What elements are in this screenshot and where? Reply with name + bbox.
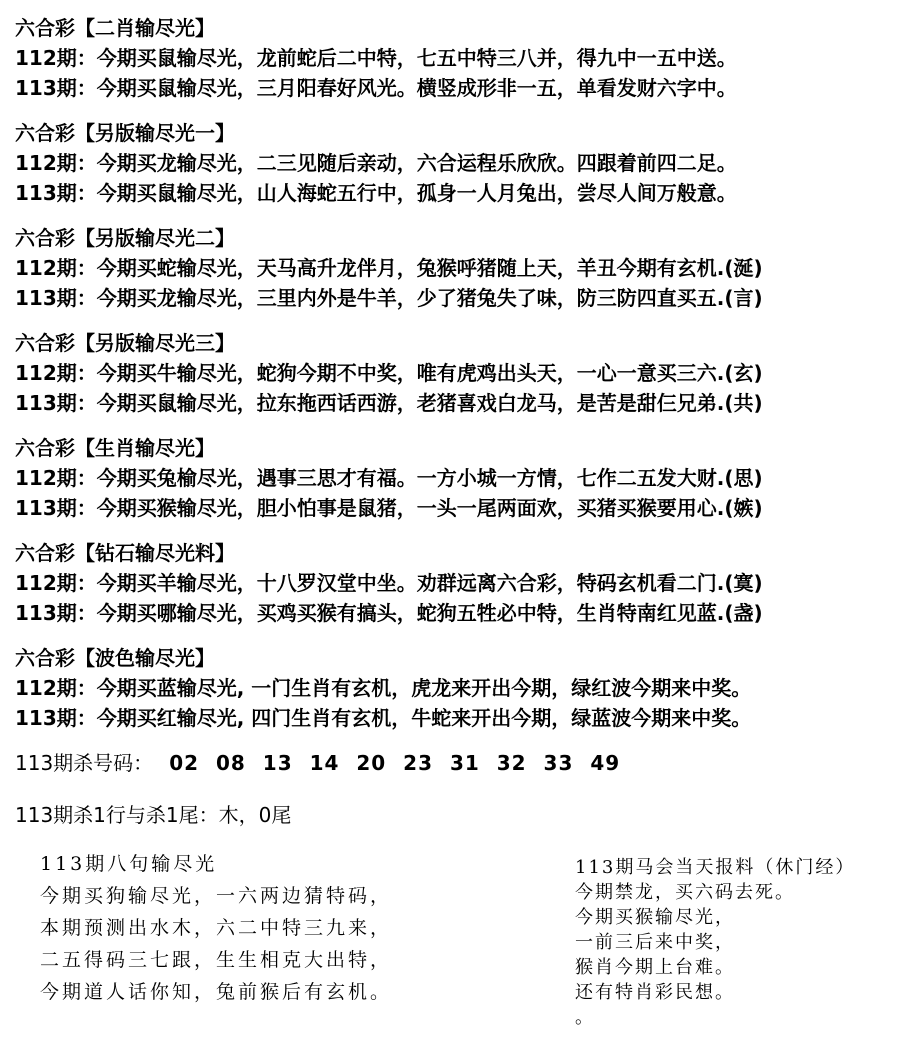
section-alt-version-2	[15, 223, 900, 313]
section-two-zodiac	[15, 13, 900, 103]
period-113-line: 113期：今期买鼠输尽光，拉东拖西话西游，老猪喜戏白龙马，是苦是甜仨兄弟.(共)	[15, 391, 763, 415]
period-113-line: 113期：今期买红输尽光, 四门生肖有玄机，牛蛇来开出今期，绿蓝波今期来中奖。	[15, 706, 752, 730]
period-112-line: 112期：今期买蛇输尽光，天马高升龙伴月，兔猴呼猪随上天，羊丑今期有玄机.(涎)	[15, 256, 763, 280]
period-112-line: 112期：今期买羊输尽光，十八罗汉堂中坐。劝群远离六合彩，特码玄机看二门.(寞)	[15, 571, 763, 595]
section-alt-version-3	[15, 328, 900, 418]
section-title: 六合彩【另版输尽光三】	[15, 331, 235, 355]
bottom-section	[15, 848, 900, 1038]
daily-report-line: 猴肖今期上台难。	[575, 957, 735, 978]
daily-report-line: 今期买猴输尽光，	[575, 907, 735, 928]
daily-report-line: 还有特肖彩民想。	[575, 982, 735, 1003]
eight-lines-line: 今期道人话你知，兔前猴后有玄机。	[40, 981, 393, 1003]
eight-lines-title: 113期八句输尽光	[40, 853, 218, 875]
eight-lines-line: 本期预测出水木，六二中特三九来，	[40, 917, 393, 939]
period-113-line: 113期：今期买鼠输尽光，三月阳春好风光。横竖成形非一五，单看发财六字中。	[15, 76, 737, 100]
kill-row-tail-line: 113期杀1行与杀1尾：木，0尾	[15, 803, 292, 827]
period-112-line: 112期：今期买兔榆尽光，遇事三思才有福。一方小城一方情，七作二五发大财.(思)	[15, 466, 763, 490]
section-title: 六合彩【生肖输尽光】	[15, 436, 215, 460]
kill-numbers-line	[15, 748, 900, 778]
section-wave-color	[15, 643, 900, 733]
section-title: 六合彩【波色输尽光】	[15, 646, 215, 670]
section-title: 六合彩【钻石输尽光料】	[15, 541, 235, 565]
section-alt-version-1	[15, 118, 900, 208]
section-title: 六合彩【二肖输尽光】	[15, 16, 215, 40]
daily-report-line: 今期禁龙，买六码去死。	[575, 882, 795, 903]
kill-numbers-values: 02 08 13 14 20 23 31 32 33 49	[169, 751, 621, 775]
period-112-line: 112期：今期买鼠输尽光，龙前蛇后二中特，七五中特三八并，得九中一五中送。	[15, 46, 737, 70]
daily-report-block	[575, 855, 855, 1030]
period-113-line: 113期：今期买龙输尽光，三里内外是牛羊，少了猪兔失了味，防三防四直买五.(言)	[15, 286, 763, 310]
period-112-line: 112期：今期买龙输尽光，二三见随后亲动，六合运程乐欣欣。四跟着前四二足。	[15, 151, 737, 175]
section-title: 六合彩【另版输尽光一】	[15, 121, 235, 145]
period-112-line: 112期：今期买蓝输尽光, 一门生肖有玄机，虎龙来开出今期，绿红波今期来中奖。	[15, 676, 752, 700]
daily-report-line: 一前三后来中奖，	[575, 932, 735, 953]
eight-lines-block	[40, 848, 392, 1008]
period-113-line: 113期：今期买哪输尽光，买鸡买猴有搞头，蛇狗五牲必中特，生肖特南红见蓝.(盏)	[15, 601, 763, 625]
period-113-line: 113期：今期买鼠输尽光，山人海蛇五行中，孤身一人月兔出，尝尽人间万般意。	[15, 181, 737, 205]
daily-report-title: 113期马会当天报料（休门经）	[575, 857, 856, 878]
section-zodiac	[15, 433, 900, 523]
eight-lines-line: 二五得码三七跟，生生相克大出特，	[40, 949, 393, 971]
period-113-line: 113期：今期买猴输尽光，胆小怕事是鼠猪，一头一尾两面欢，买猪买猴要用心.(嫉)	[15, 496, 763, 520]
daily-report-line: 。	[575, 1007, 595, 1028]
section-title: 六合彩【另版输尽光二】	[15, 226, 235, 250]
period-112-line: 112期：今期买牛输尽光，蛇狗今期不中奖，唯有虎鸡出头天，一心一意买三六.(玄)	[15, 361, 763, 385]
eight-lines-line: 今期买狗输尽光，一六两边猜特码，	[40, 885, 393, 907]
section-diamond	[15, 538, 900, 628]
kill-numbers-label: 113期杀号码：	[15, 751, 154, 775]
